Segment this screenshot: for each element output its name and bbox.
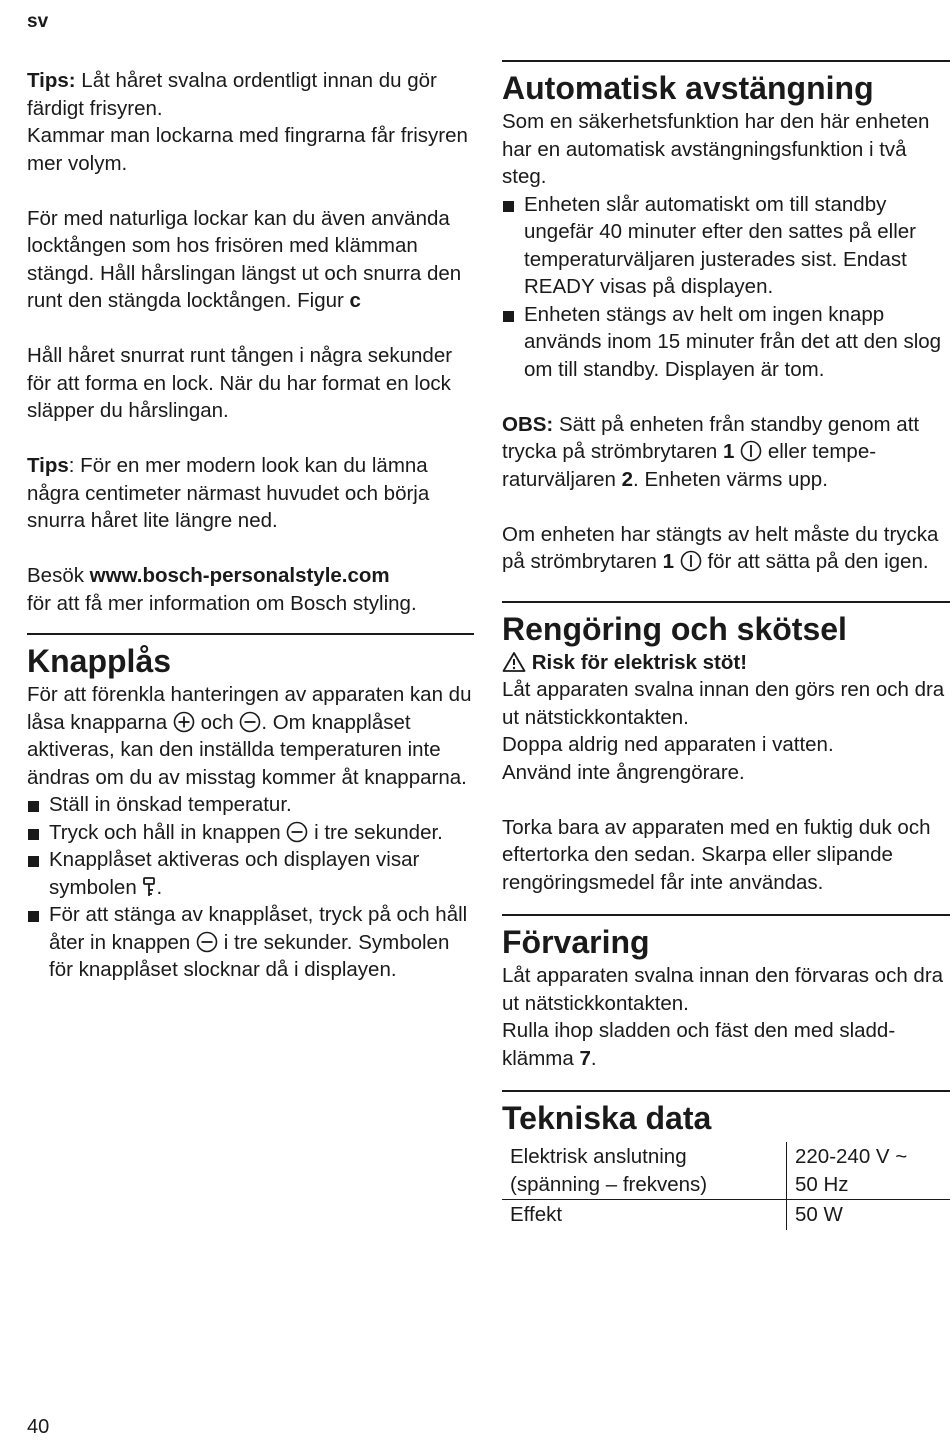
warning-triangle-icon <box>502 651 526 673</box>
knapplas-intro: För att förenkla hanteringen av apparaten kan du låsa knapparna och . Om knapplåset aktiveras, kan den inställda temperaturen inte ändras om du av misstag kommer åt knapparna. <box>27 683 472 789</box>
section-title-automatisk: Automatisk avstängning <box>502 60 950 108</box>
minus-button-icon <box>286 821 308 843</box>
visit-paragraph: Besök www.bosch-personalstyle.com för att få mer information om Bosch styling. <box>27 564 417 615</box>
clean-line-3: Använd inte ångrengörare. <box>502 760 745 784</box>
list-item: Enheten slår automatiskt om till standby ungefär 40 minuter efter den sattes på eller temperaturväljaren justerades sist. Endast READY visas på displayen. <box>502 191 950 301</box>
tips-paragraph-2: Tips: För en mer modern look kan du lämna några centimeter närmast huvudet och börja snurra håret lite längre ned. <box>27 454 430 532</box>
language-code: sv <box>27 11 49 32</box>
tips-paragraph-1: Tips: Låt håret svalna ordentligt innan du gör färdigt frisyren. Kammar man lockarna med fingrarna får frisyren mer volym. <box>27 69 468 175</box>
power-button-icon <box>680 550 702 572</box>
table-row: Effekt 50 W <box>502 1200 950 1230</box>
section-title-tekniska: Tekniska data <box>502 1090 950 1138</box>
auto-steps <box>502 191 950 384</box>
power-off-paragraph: Om enheten har stängts av helt måste du trycka på strömbrytaren 1 för att sätta på den igen. <box>502 522 939 573</box>
right-column <box>502 60 950 1230</box>
website-link[interactable]: www.bosch-personalstyle.com <box>89 564 390 587</box>
list-item: Knapplåset aktiveras och displayen visar symbolen . <box>27 846 474 901</box>
list-item: Enheten stängs av helt om ingen knapp används inom 15 minuter från det att den slog om till standby. Displayen är tom. <box>502 301 950 384</box>
left-column <box>27 67 474 984</box>
minus-button-icon <box>239 711 261 733</box>
list-item: Ställ in önskad temperatur. <box>27 791 474 819</box>
tech-data-table <box>502 1142 950 1230</box>
plus-button-icon <box>173 711 195 733</box>
obs-label: OBS: <box>502 412 554 436</box>
section-title-forvaring: Förvaring <box>502 914 950 962</box>
clean-line-1: Låt apparaten svalna innan den görs ren och dra ut nätstickkontakten. <box>502 678 945 729</box>
storage-line-1: Låt apparaten svalna innan den förvaras och dra ut nätstickkontakten. <box>502 964 944 1015</box>
page-number: 40 <box>27 1416 50 1438</box>
power-button-icon <box>740 440 762 462</box>
obs-paragraph: OBS: Sätt på enheten från standby genom att trycka på strömbrytaren 1 eller temperaturväljaren 2. Enheten värms upp. <box>502 412 920 491</box>
table-row: Elektrisk anslutning (spänning – frekvens) 220-240 V ~ 50 Hz <box>502 1142 950 1200</box>
knapplas-steps <box>27 791 474 984</box>
tips-label: Tips: <box>27 69 76 92</box>
list-item: För att stänga av knapplåset, tryck på och håll åter in knappen i tre sekunder. Symbolen för knapplåset slocknar då i displayen. <box>27 901 474 984</box>
clean-line-2: Doppa aldrig ned apparaten i vatten. <box>502 733 834 756</box>
section-title-rengoring: Rengöring och skötsel <box>502 601 950 649</box>
clean-paragraph-2: Torka bara av apparaten med en fuktig duk och eftertorka den sedan. Skarpa eller slipande rengöringsmedel får inte användas. <box>502 815 931 894</box>
warning-line: Risk för elektrisk stöt! <box>502 649 950 677</box>
natural-curls-paragraph: För med naturliga lockar kan du även använda locktången som hos frisören med klämman stängd. Håll hårslingan längst ut och snurra den runt den stängda locktången. Figur c <box>27 206 462 312</box>
storage-line-2: Rulla ihop sladden och fäst den med sladdklämma 7. <box>502 1019 896 1070</box>
list-item: Tryck och håll in knappen i tre sekunder. <box>27 819 474 847</box>
key-lock-icon <box>142 876 156 898</box>
section-title-knapplas: Knapplås <box>27 633 474 681</box>
figure-ref: c <box>349 289 361 312</box>
auto-intro: Som en säkerhetsfunktion har den här enheten har en automatisk avstängningsfunktion i två steg. <box>502 110 930 188</box>
hold-hair-paragraph: Håll håret snurrat runt tången i några sekunder för att forma en lock. När du har format en lock släpper du hårslingan. <box>27 344 453 422</box>
tips-label: Tips <box>27 454 69 477</box>
minus-button-icon <box>196 931 218 953</box>
